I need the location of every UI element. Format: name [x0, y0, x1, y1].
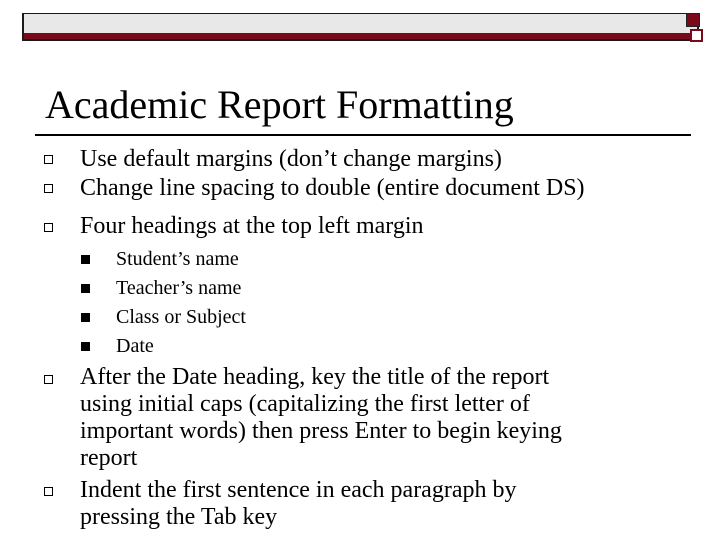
bullet-line-spacing: Change line spacing to double (entire document DS) [80, 175, 585, 201]
bullet-after-date-line-3: important words) then press Enter to begin keying [80, 418, 562, 444]
filled-square-bullet-icon [81, 342, 90, 351]
title-divider [35, 134, 691, 136]
filled-square-bullet-icon [81, 284, 90, 293]
hollow-square-bullet-icon [44, 487, 53, 496]
bullet-after-date-line-1: After the Date heading, key the title of the report [80, 364, 550, 390]
hollow-square-bullet-icon [44, 223, 53, 232]
sub-bullet-students-name: Student’s name [116, 248, 239, 270]
corner-square-outline-decoration [690, 29, 703, 42]
slide-title: Academic Report Formatting [45, 82, 514, 127]
filled-square-bullet-icon [81, 255, 90, 264]
bullet-indent-line-2: pressing the Tab key [80, 504, 278, 530]
hollow-square-bullet-icon [44, 155, 53, 164]
bullet-after-date-line-4: report [80, 445, 138, 471]
sub-bullet-class-or-subject: Class or Subject [116, 306, 246, 328]
sub-bullet-teachers-name: Teacher’s name [116, 277, 242, 299]
bullet-indent-line-1: Indent the first sentence in each paragraph by [80, 477, 517, 503]
bullet-four-headings: Four headings at the top left margin [80, 213, 424, 239]
bullet-after-date-line-2: using initial caps (capitalizing the first letter of [80, 391, 530, 417]
hollow-square-bullet-icon [44, 375, 53, 384]
hollow-square-bullet-icon [44, 184, 53, 193]
corner-square-decoration [686, 13, 700, 27]
filled-square-bullet-icon [81, 313, 90, 322]
sub-bullet-date: Date [116, 335, 154, 357]
header-accent-stripe [24, 33, 697, 39]
header-bar [22, 13, 699, 41]
bullet-default-margins: Use default margins (don’t change margins) [80, 146, 502, 172]
